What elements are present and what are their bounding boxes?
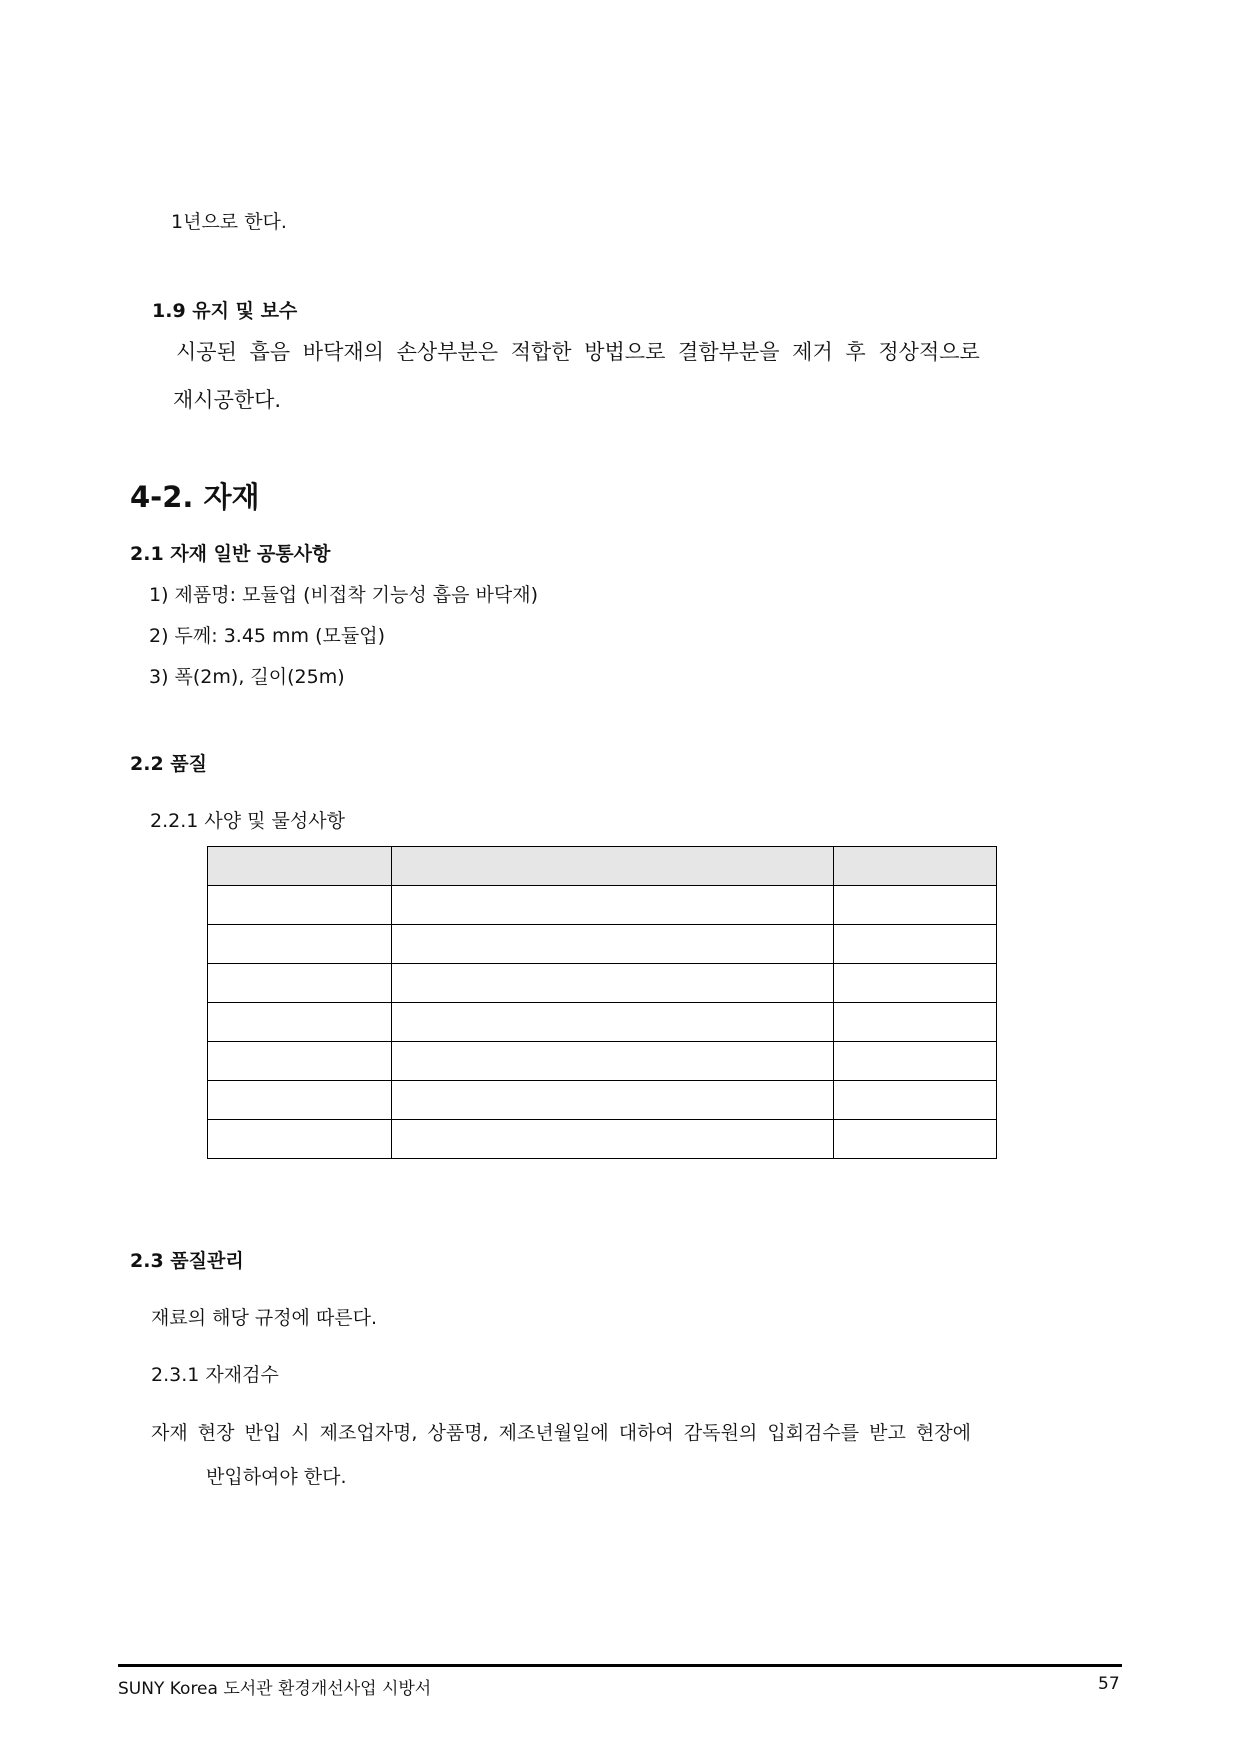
footer-title: SUNY Korea 도서관 환경개선사업 시방서 [118,1679,432,1699]
heading-2-2: 2.2 품질 [130,753,207,775]
cell-note [834,1003,997,1042]
cell-value [391,1081,833,1120]
cell-value [391,964,833,1003]
list-item: 1) 제품명: 모듈업 (비접착 기능성 흡음 바닥재) [149,584,538,606]
cell-note [834,886,997,925]
paragraph-1-9-line2: 재시공한다. [173,388,282,412]
cell-item [208,1003,392,1042]
page-number: 57 [1098,1674,1120,1694]
heading-2-3: 2.3 품질관리 [130,1250,244,1272]
table-row [208,925,997,964]
cell-item [208,1042,392,1081]
cell-item [208,886,392,925]
paragraph-2-3: 재료의 해당 규정에 따른다. [151,1307,378,1329]
cell-item [208,1081,392,1120]
list-item: 3) 폭(2m), 길이(25m) [149,666,345,688]
cell-value [391,1042,833,1081]
heading-2-3-1: 2.3.1 자재검수 [151,1364,279,1386]
cell-note [834,925,997,964]
cell-value [391,1003,833,1042]
table-row [208,1120,997,1159]
cell-item [208,964,392,1003]
heading-2-2-1: 2.2.1 사양 및 물성사항 [150,810,345,832]
footer-divider [118,1664,1122,1667]
paragraph-2-3-1-line2: 반입하여야 한다. [206,1466,347,1488]
header-value [391,847,833,886]
table-row [208,1003,997,1042]
header-note [834,847,997,886]
table-row [208,1042,997,1081]
cell-note [834,1120,997,1159]
header-item [208,847,392,886]
spec-table [207,846,997,1159]
table-row [208,964,997,1003]
table-row [208,886,997,925]
intro-line: 1년으로 한다. [171,211,287,233]
heading-2-1: 2.1 자재 일반 공통사항 [130,543,331,565]
cell-value [391,886,833,925]
cell-item [208,925,392,964]
table-header-row [208,847,997,886]
cell-value [391,925,833,964]
cell-note [834,964,997,1003]
cell-note [834,1081,997,1120]
cell-value [391,1120,833,1159]
list-item: 2) 두께: 3.45 mm (모듈업) [149,625,385,647]
cell-item [208,1120,392,1159]
paragraph-2-3-1-line1: 자재 현장 반입 시 제조업자명, 상품명, 제조년월일에 대하여 감독원의 입회검수를 받고 현장에 [151,1422,971,1444]
heading-4-2: 4-2. 자재 [130,480,260,514]
paragraph-1-9-line1: 시공된 흡음 바닥재의 손상부분은 적합한 방법으로 결함부분을 제거 후 정상적으로 [176,340,980,364]
heading-1-9: 1.9 유지 및 보수 [152,300,298,322]
table-row [208,1081,997,1120]
cell-note [834,1042,997,1081]
